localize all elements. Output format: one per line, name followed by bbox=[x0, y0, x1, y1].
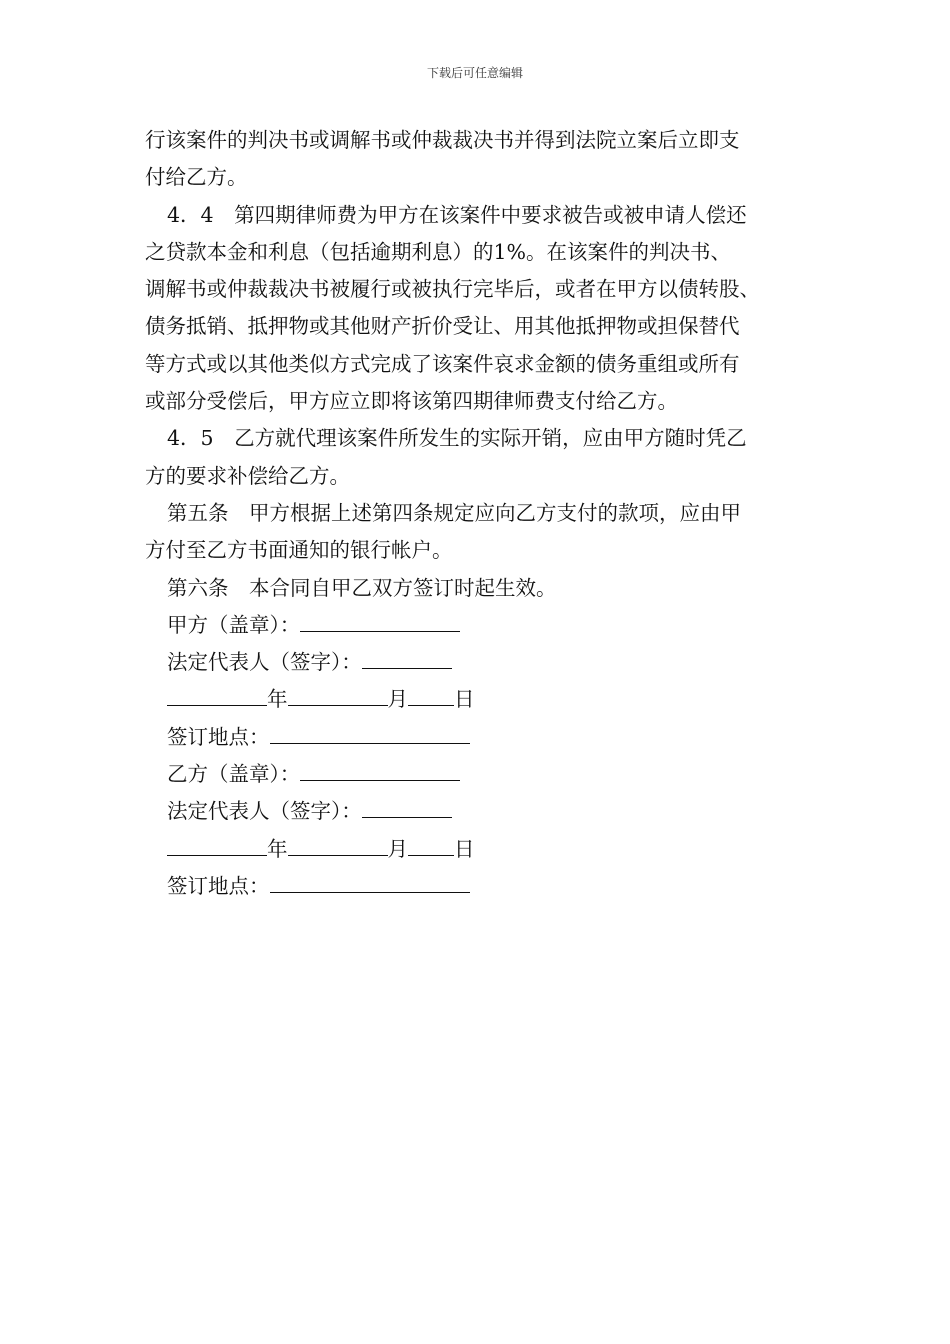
party-a-label: 甲方（盖章）： bbox=[167, 612, 301, 637]
party-b-legal-rep bbox=[145, 793, 825, 830]
month-blank[interactable] bbox=[288, 681, 388, 706]
day-blank[interactable] bbox=[408, 831, 454, 856]
legal-rep-blank[interactable] bbox=[362, 793, 452, 818]
party-b-blank[interactable] bbox=[300, 756, 460, 781]
sign-place-label: 签订地点： bbox=[167, 724, 270, 749]
month-blank[interactable] bbox=[288, 831, 388, 856]
clause-4-4: 4．4 第四期律师费为甲方在该案件中要求被告或被申请人偿还 bbox=[167, 202, 747, 227]
paragraph-line: 付给乙方。 bbox=[145, 165, 248, 190]
sign-place-blank[interactable] bbox=[270, 868, 470, 893]
paragraph-line: 债务抵销、抵押物或其他财产折价受让、用其他抵押物或担保替代 bbox=[145, 314, 740, 339]
article-6: 第六条 本合同自甲乙双方签订时起生效。 bbox=[167, 575, 557, 600]
paragraph-line: 调解书或仲裁裁决书被履行或被执行完毕后，或者在甲方以债转股、 bbox=[145, 277, 760, 302]
day-label: 日 bbox=[454, 836, 475, 861]
paragraph-line: 方的要求补偿给乙方。 bbox=[145, 463, 350, 488]
paragraph-line: 行该案件的判决书或调解书或仲裁裁决书并得到法院立案后立即支 bbox=[145, 128, 740, 152]
party-a-blank[interactable] bbox=[300, 607, 460, 632]
year-label: 年 bbox=[267, 836, 288, 861]
sign-place-label: 签订地点： bbox=[167, 873, 270, 898]
day-blank[interactable] bbox=[408, 681, 454, 706]
month-label: 月 bbox=[387, 687, 408, 712]
party-b-sign-place bbox=[145, 868, 825, 905]
article-5: 第五条 甲方根据上述第四条规定应向乙方支付的款项，应由甲 bbox=[167, 500, 741, 525]
paragraph-line: 方付至乙方书面通知的银行帐户。 bbox=[145, 538, 453, 563]
legal-rep-blank[interactable] bbox=[362, 644, 452, 669]
clause-4-5: 4．5 乙方就代理该案件所发生的实际开销，应由甲方随时凭乙 bbox=[167, 426, 747, 451]
party-a-seal bbox=[145, 607, 825, 644]
paragraph-line: 等方式或以其他类似方式完成了该案件哀求金额的债务重组或所有 bbox=[145, 351, 740, 376]
month-label: 月 bbox=[387, 836, 408, 861]
party-b-label: 乙方（盖章）： bbox=[167, 762, 301, 787]
party-a-date bbox=[145, 681, 825, 718]
year-blank[interactable] bbox=[167, 831, 267, 856]
day-label: 日 bbox=[454, 687, 475, 712]
legal-rep-label: 法定代表人（签字）： bbox=[167, 650, 362, 675]
party-a-legal-rep bbox=[145, 644, 825, 681]
party-a-sign-place bbox=[145, 719, 825, 756]
year-blank[interactable] bbox=[167, 681, 267, 706]
contract-body bbox=[145, 122, 825, 905]
page-header: 下载后可任意编辑 bbox=[426, 66, 523, 80]
legal-rep-label: 法定代表人（签字）： bbox=[167, 799, 362, 824]
party-b-date bbox=[145, 831, 825, 868]
sign-place-blank[interactable] bbox=[270, 719, 470, 744]
party-b-seal bbox=[145, 756, 825, 793]
paragraph-line: 之贷款本金和利息（包括逾期利息）的1%。在该案件的判决书、 bbox=[145, 239, 732, 264]
year-label: 年 bbox=[267, 687, 288, 712]
paragraph-line: 或部分受偿后，甲方应立即将该第四期律师费支付给乙方。 bbox=[145, 389, 678, 414]
